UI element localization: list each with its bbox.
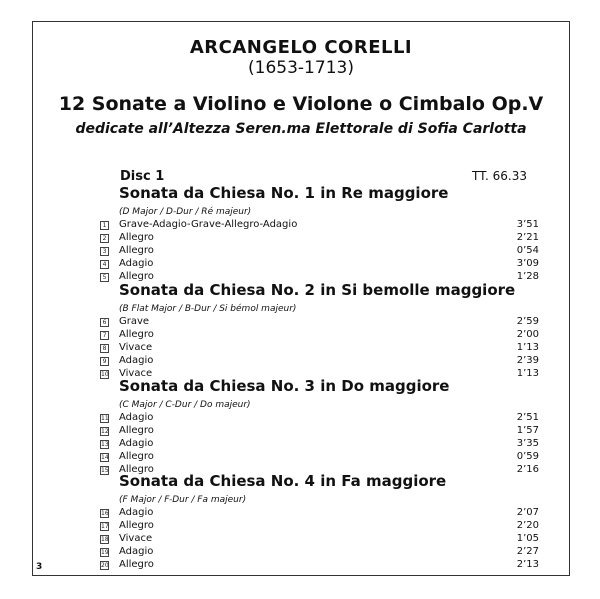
track-row[interactable] bbox=[102, 219, 539, 232]
track-duration: 2’07 bbox=[516, 507, 539, 518]
track-number: 8 bbox=[100, 344, 109, 353]
track-number: 4 bbox=[100, 260, 109, 269]
track-duration: 3’35 bbox=[516, 437, 539, 449]
composer-name: ARCANGELO CORELLI bbox=[189, 37, 413, 58]
track-name: Grave bbox=[119, 316, 150, 327]
track-name: Allegro bbox=[119, 270, 154, 282]
track-number: 3 bbox=[100, 247, 109, 256]
track-duration: 1’05 bbox=[516, 532, 539, 544]
track-number: 15 bbox=[101, 466, 109, 474]
track-name: Adagio bbox=[119, 257, 154, 269]
track-number: 7 bbox=[100, 331, 109, 340]
track-name: Vivace bbox=[119, 341, 153, 353]
track-duration: 1’57 bbox=[516, 424, 539, 436]
sonata-title: Sonata da Chiesa No. 1 in Re maggiore bbox=[119, 184, 449, 202]
track-name: Adagio bbox=[119, 437, 154, 449]
track-name: Vivace bbox=[119, 367, 153, 379]
dedication: dedicate all’Altezza Seren.ma Elettorale di Sofia Carlotta bbox=[75, 121, 527, 137]
track-number: 12 bbox=[101, 427, 109, 435]
track-name: Allegro bbox=[119, 558, 154, 570]
track-name: Allegro bbox=[119, 231, 154, 243]
track-number: 18 bbox=[101, 535, 109, 543]
track-duration: 3’09 bbox=[516, 257, 539, 269]
track-number: 19 bbox=[101, 548, 109, 556]
track-name: Allegro bbox=[119, 244, 154, 256]
track-duration: 3’51 bbox=[516, 219, 539, 230]
track-name: Grave-Adagio-Grave-Allegro-Adagio bbox=[119, 219, 298, 230]
track-duration: 2’39 bbox=[516, 354, 539, 366]
track-number: 13 bbox=[101, 440, 109, 448]
track-number: 9 bbox=[100, 357, 109, 366]
track-name: Allegro bbox=[119, 450, 154, 462]
track-duration: 2’16 bbox=[516, 463, 539, 475]
track-row[interactable] bbox=[101, 545, 539, 559]
track-row[interactable] bbox=[101, 424, 539, 438]
track-number: 11 bbox=[101, 415, 109, 422]
track-row[interactable] bbox=[101, 507, 539, 520]
track-row[interactable] bbox=[101, 450, 539, 464]
track-number: 1 bbox=[100, 221, 109, 230]
track-name: Vivace bbox=[119, 532, 153, 544]
track-name: Adagio bbox=[119, 507, 154, 518]
sonata-subtitle: (D Major / D-Dur / Ré majeur) bbox=[119, 207, 252, 217]
track-row[interactable] bbox=[101, 412, 539, 425]
track-name: Allegro bbox=[119, 463, 154, 475]
sonata-subtitle: (C Major / C-Dur / Do majeur) bbox=[119, 400, 251, 410]
track-number: 10 bbox=[101, 370, 109, 378]
sonata-title: Sonata da Chiesa No. 4 in Fa maggiore bbox=[119, 472, 447, 490]
track-number: 16 bbox=[101, 510, 109, 517]
track-duration: 1’13 bbox=[516, 341, 539, 353]
sonata-block bbox=[102, 184, 539, 283]
track-row[interactable] bbox=[102, 328, 539, 342]
track-duration: 2’51 bbox=[516, 412, 539, 423]
track-row[interactable] bbox=[102, 231, 539, 245]
track-number: 20 bbox=[101, 561, 109, 569]
track-row[interactable] bbox=[102, 257, 539, 271]
track-duration: 2’13 bbox=[516, 558, 539, 570]
work-title: 12 Sonate a Violino e Violone o Cimbalo Op.V bbox=[58, 93, 544, 115]
sonata-subtitle: (F Major / F-Dur / Fa majeur) bbox=[119, 495, 247, 505]
track-row[interactable] bbox=[102, 244, 539, 258]
page-number: 3 bbox=[36, 562, 43, 572]
sonata-title: Sonata da Chiesa No. 2 in Si bemolle maggiore bbox=[119, 281, 516, 299]
track-row[interactable] bbox=[102, 316, 539, 329]
track-name: Adagio bbox=[119, 545, 154, 557]
track-duration: 0’54 bbox=[516, 244, 539, 256]
total-time: TT. 66.33 bbox=[471, 169, 527, 183]
track-name: Allegro bbox=[119, 424, 154, 436]
track-name: Allegro bbox=[119, 328, 154, 340]
track-number: 5 bbox=[100, 273, 109, 282]
track-number: 17 bbox=[101, 522, 109, 530]
track-number: 14 bbox=[101, 453, 109, 461]
track-duration: 2’59 bbox=[516, 316, 539, 327]
track-duration: 2’21 bbox=[516, 231, 539, 243]
track-name: Allegro bbox=[119, 519, 154, 531]
track-duration: 1’13 bbox=[516, 367, 539, 379]
track-row[interactable] bbox=[101, 558, 539, 572]
track-duration: 2’00 bbox=[516, 328, 539, 340]
track-number: 6 bbox=[100, 318, 109, 327]
sonata-block bbox=[101, 472, 539, 571]
sonata-block bbox=[101, 377, 539, 476]
track-row[interactable] bbox=[102, 341, 539, 355]
track-row[interactable] bbox=[101, 532, 539, 546]
sonata-subtitle: (B Flat Major / B-Dur / Si bémol majeur) bbox=[119, 304, 297, 314]
sonata-title: Sonata da Chiesa No. 3 in Do maggiore bbox=[119, 377, 450, 395]
track-row[interactable] bbox=[102, 354, 539, 368]
track-row[interactable] bbox=[101, 437, 539, 451]
track-number: 2 bbox=[100, 234, 109, 243]
disc-label: Disc 1 bbox=[120, 169, 165, 184]
track-name: Adagio bbox=[119, 412, 154, 423]
track-duration: 0’59 bbox=[516, 450, 539, 462]
track-name: Adagio bbox=[119, 354, 154, 366]
composer-dates: (1653-1713) bbox=[248, 58, 354, 78]
track-duration: 1’28 bbox=[516, 270, 539, 282]
track-row[interactable] bbox=[101, 519, 539, 533]
sonata-block bbox=[101, 281, 539, 380]
track-duration: 2’27 bbox=[516, 545, 539, 557]
track-duration: 2’20 bbox=[516, 519, 539, 531]
